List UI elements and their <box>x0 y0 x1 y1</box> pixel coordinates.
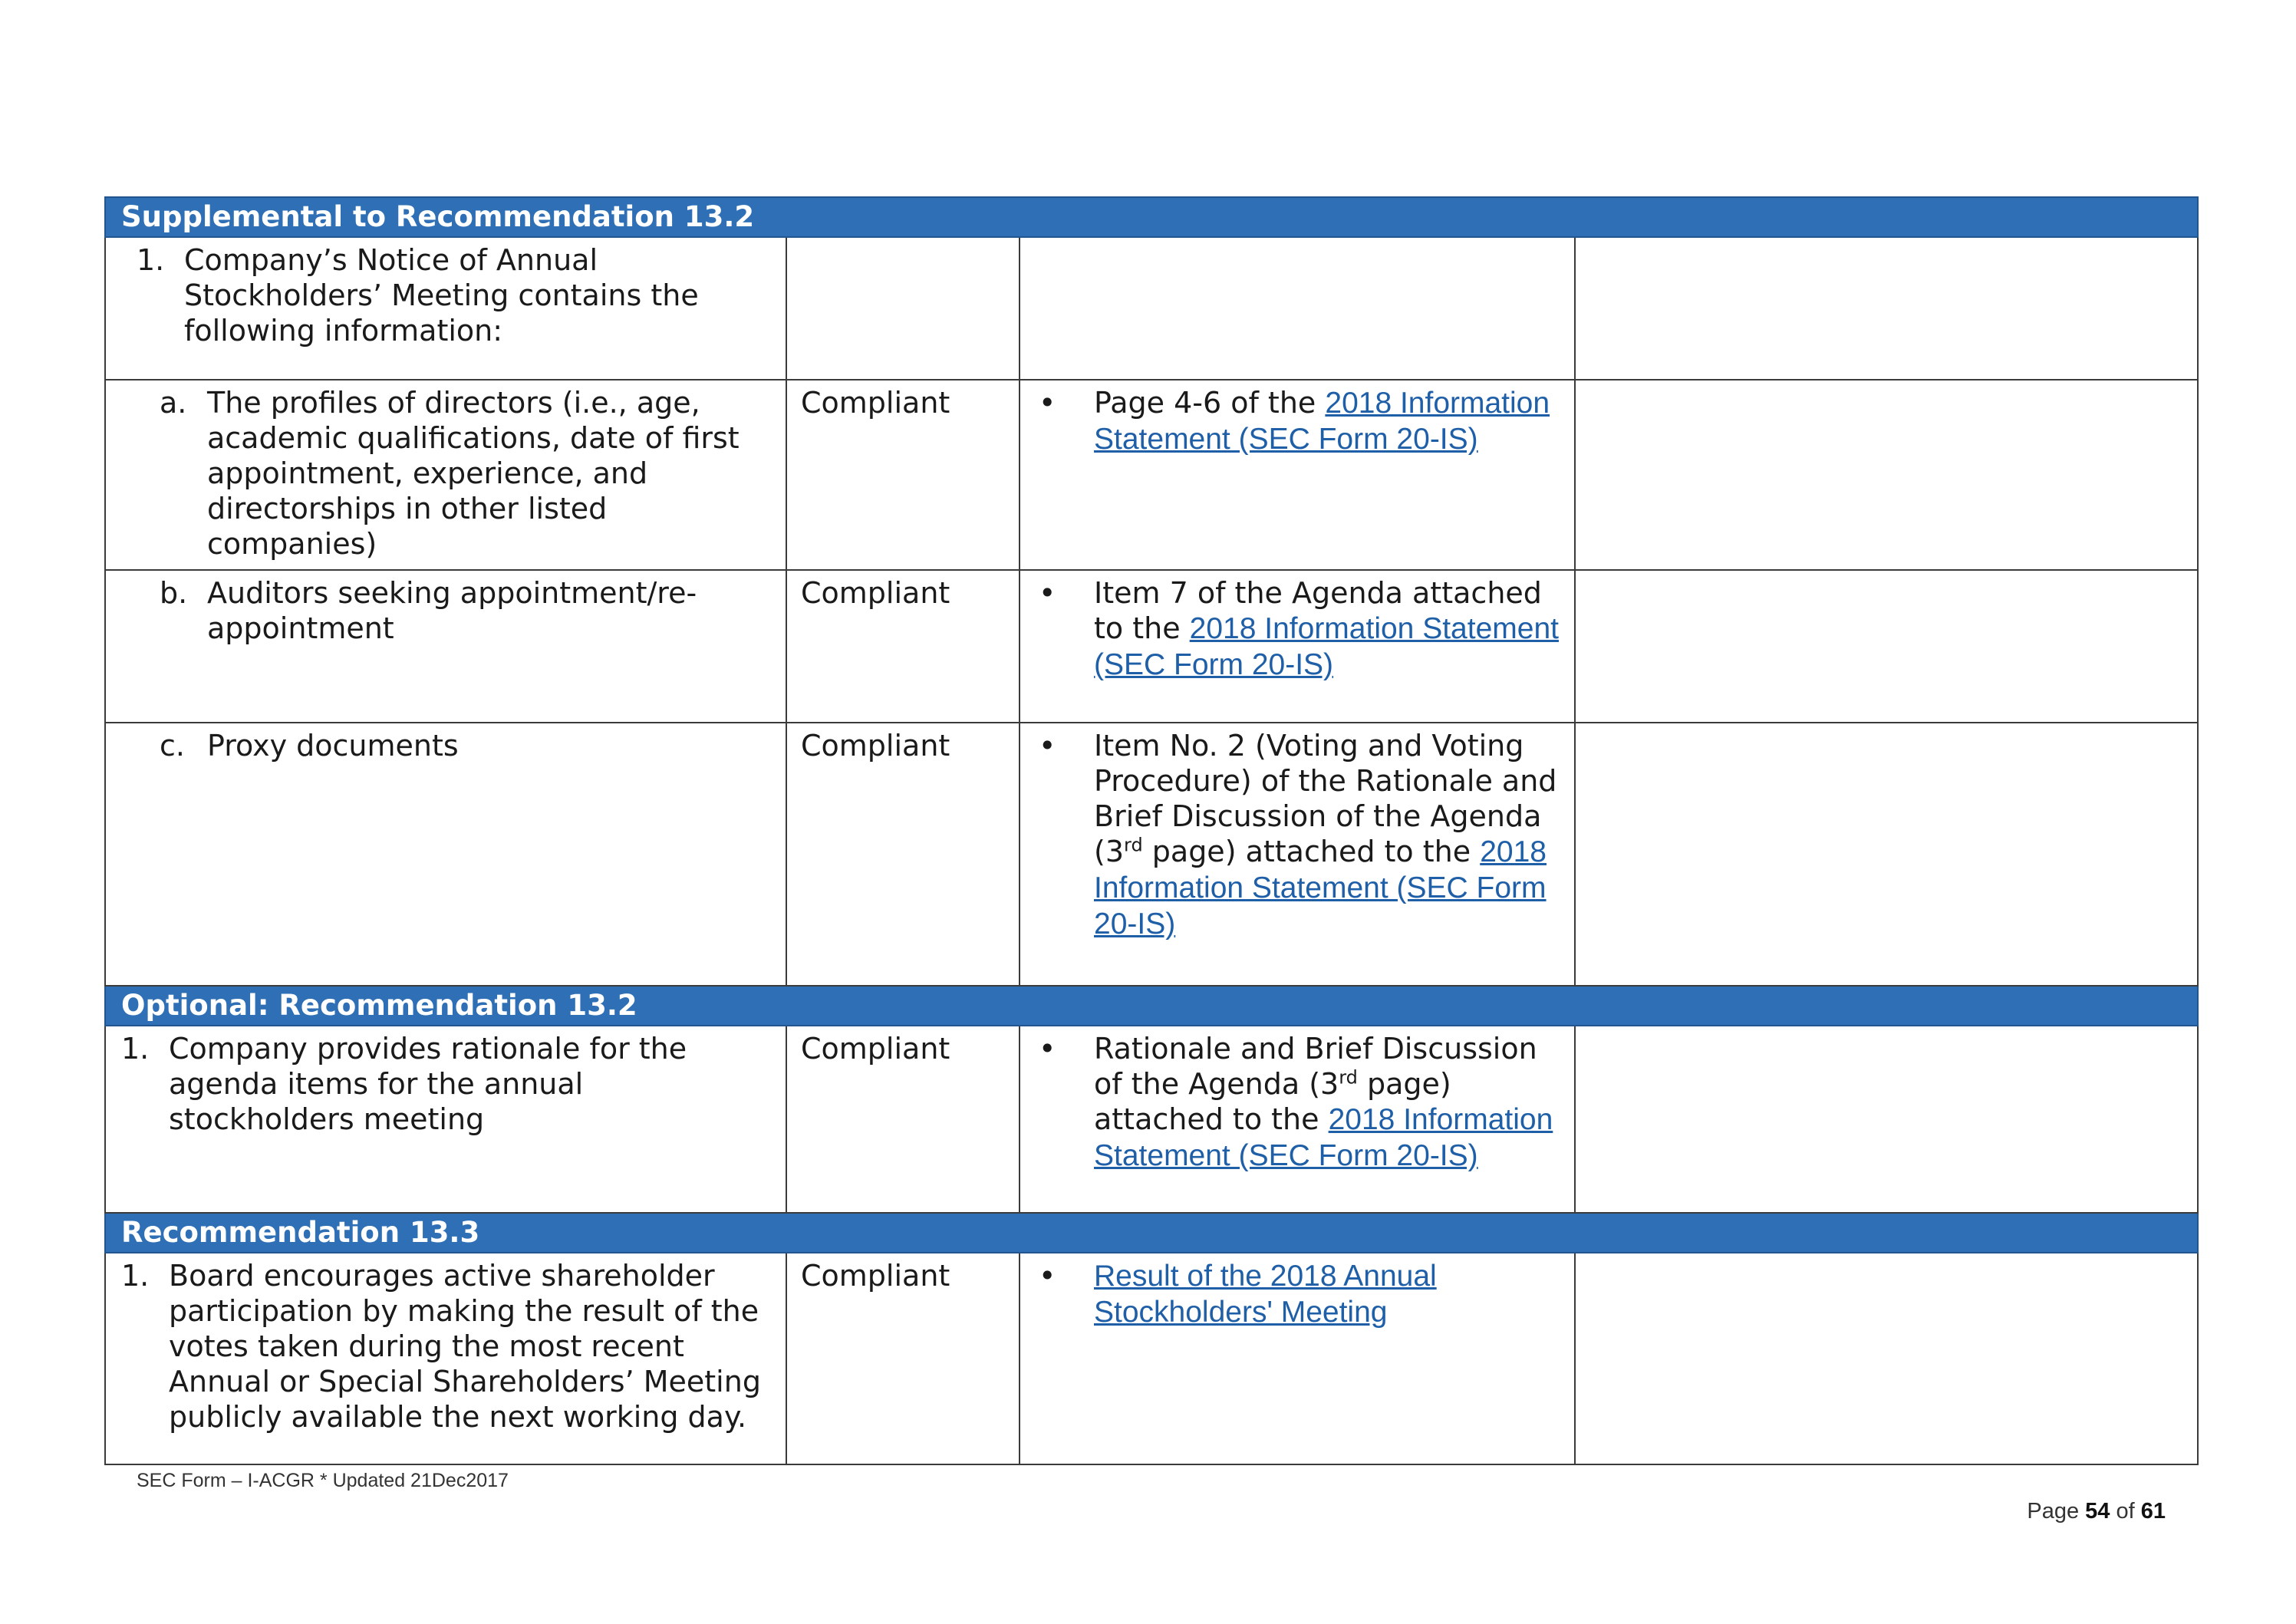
information-statement-link[interactable]: 2018 Information Statement (SEC Form 20-IS) <box>1094 835 1547 940</box>
notes-cell <box>1575 237 2198 380</box>
table-row <box>105 570 2198 723</box>
table-row <box>105 237 2198 380</box>
item-text: Company provides rationale for the agenda items for the annual stockholders meeting <box>169 1032 687 1136</box>
recommendation-cell <box>105 1026 786 1213</box>
status-cell: Compliant <box>786 1253 1020 1464</box>
item-text: The profiles of directors (i.e., age, academic qualifications, date of first appointment, experience, and directorships in other listed companies) <box>207 386 740 561</box>
bullet-icon: • <box>1039 729 1056 763</box>
recommendation-cell <box>105 380 786 570</box>
notes-cell <box>1575 570 2198 723</box>
bullet-icon: • <box>1039 1259 1056 1293</box>
information-statement-link[interactable]: 2018 Information Statement (SEC Form 20-IS) <box>1094 612 1559 681</box>
recommendation-cell <box>105 1253 786 1464</box>
recommendation-cell <box>105 570 786 723</box>
status-cell: Compliant <box>786 1026 1020 1213</box>
page-number <box>2027 1499 2166 1524</box>
item-text: Board encourages active shareholder participation by making the result of the votes taken during the most recent Annual or Special Shareholders’ Meeting publicly available the next working day. <box>169 1259 761 1434</box>
section-title: Optional: Recommendation 13.2 <box>105 986 2198 1026</box>
explanation-cell <box>1020 570 1575 723</box>
notes-cell <box>1575 380 2198 570</box>
meeting-result-link[interactable]: Result of the 2018 Annual Stockholders' Meeting <box>1094 1260 1437 1329</box>
explanation-cell <box>1020 723 1575 986</box>
compliance-table <box>104 196 2199 1465</box>
status-cell: Compliant <box>786 723 1020 986</box>
explanation-text: Item No. 2 (Voting and Voting Procedure) of the Rationale and Brief Discussion of the Agenda (3 <box>1094 729 1557 868</box>
notes-cell <box>1575 1026 2198 1213</box>
explanation-text: page) attached to the <box>1142 835 1481 868</box>
table-row <box>105 723 2198 986</box>
table-row <box>105 1026 2198 1213</box>
page-total: 61 <box>2140 1499 2166 1524</box>
information-statement-link[interactable]: 2018 Information Statement (SEC Form 20-IS) <box>1094 1103 1553 1172</box>
page-word: Page <box>2027 1499 2080 1524</box>
section-header-row <box>105 1213 2198 1253</box>
item-letter: c. <box>160 729 185 763</box>
bullet-icon: • <box>1039 386 1056 420</box>
explanation-cell <box>1020 1026 1575 1213</box>
section-header-row <box>105 986 2198 1026</box>
status-cell: Compliant <box>786 570 1020 723</box>
explanation-text: page) attached to the <box>1094 1067 1451 1136</box>
ordinal-suffix: rd <box>1339 1066 1358 1089</box>
item-number: 1. <box>121 1259 150 1293</box>
item-number: 1. <box>121 1032 150 1066</box>
section-title: Supplemental to Recommendation 13.2 <box>105 197 2198 237</box>
status-cell: Compliant <box>786 380 1020 570</box>
bullet-icon: • <box>1039 1032 1056 1066</box>
explanation-cell <box>1020 380 1575 570</box>
bullet-icon: • <box>1039 576 1056 610</box>
footer-form-label: SEC Form – I-ACGR * Updated 21Dec2017 <box>137 1470 509 1491</box>
item-text: Proxy documents <box>207 729 459 763</box>
item-number: 1. <box>137 243 165 277</box>
notes-cell <box>1575 1253 2198 1464</box>
table-row <box>105 1253 2198 1464</box>
page-of: of <box>2116 1499 2135 1524</box>
compliance-table-wrapper <box>104 196 2197 1465</box>
recommendation-cell <box>105 237 786 380</box>
ordinal-suffix: rd <box>1124 834 1143 856</box>
notes-cell <box>1575 723 2198 986</box>
page-current: 54 <box>2085 1499 2110 1524</box>
explanation-text: Rationale and Brief Discussion of the Agenda (3 <box>1094 1032 1537 1101</box>
explanation-cell <box>1020 237 1575 380</box>
table-row <box>105 380 2198 570</box>
item-text: Company’s Notice of Annual Stockholders’ Meeting contains the following information: <box>184 243 699 348</box>
explanation-cell <box>1020 1253 1575 1464</box>
section-title: Recommendation 13.3 <box>105 1213 2198 1253</box>
item-letter: b. <box>160 576 188 610</box>
explanation-text: Page 4-6 of the <box>1094 386 1326 420</box>
recommendation-cell <box>105 723 786 986</box>
information-statement-link[interactable]: 2018 Information Statement (SEC Form 20-IS) <box>1094 387 1550 456</box>
section-header-row <box>105 197 2198 237</box>
item-letter: a. <box>160 386 187 420</box>
explanation-text: Item 7 of the Agenda attached to the <box>1094 576 1542 645</box>
item-text: Auditors seeking appointment/re-appointment <box>207 576 697 645</box>
status-cell <box>786 237 1020 380</box>
